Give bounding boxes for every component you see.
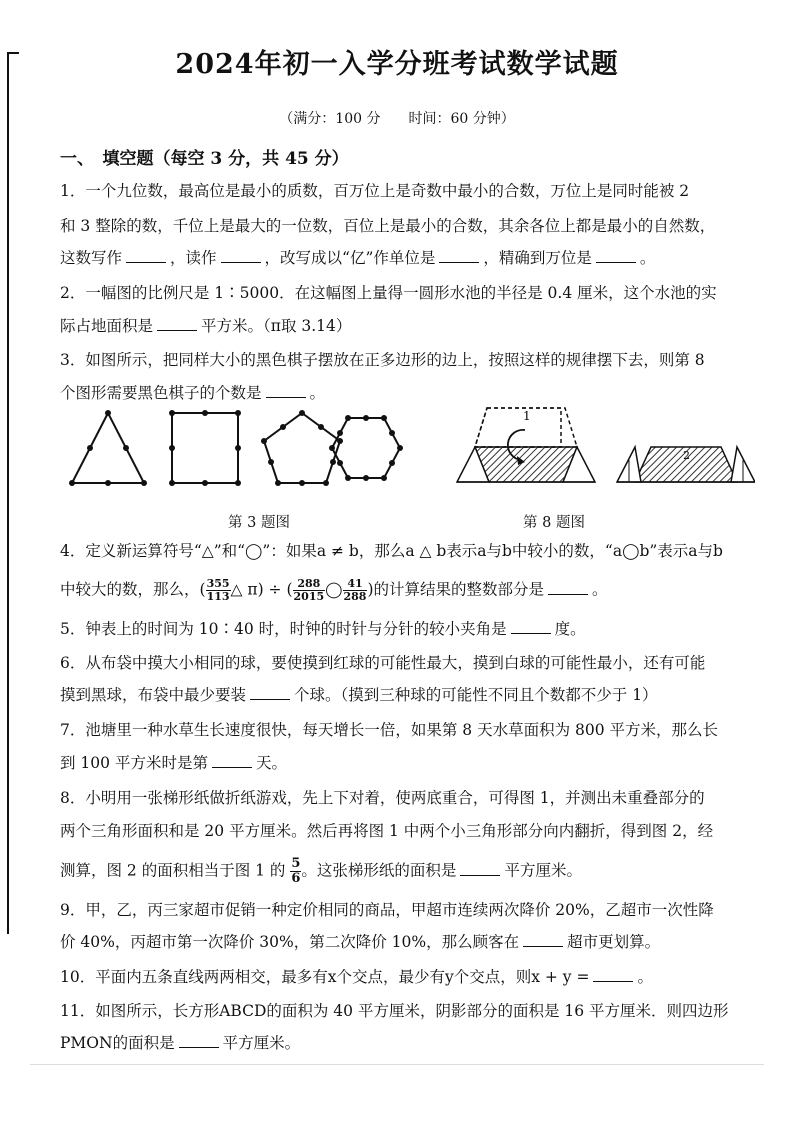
q8-line3: 测算，图 2 的面积相当于图 1 的 $\frac{5}{6}$ 。这张梯形纸的面积是 平方厘米。 — [60, 856, 582, 886]
q11-line2: PMON的面积是 平方厘米。 — [60, 1034, 301, 1052]
hexagon-shape — [332, 418, 400, 478]
q6-line2: 摸到黑球，布袋中最少要装 个球。（摸到三种球的可能性不同且个数都不少于 1） — [60, 686, 658, 704]
fraction: $\frac{5}{6}$ — [291, 856, 301, 886]
figure-label-1: 1 — [523, 409, 531, 423]
q8-line2: 两个三角形面积和是 20 平方厘米。然后再将图 1 中两个小三角形部分向内翻折，得到图 2，经 — [60, 822, 714, 840]
answer-blank[interactable] — [266, 383, 306, 398]
exam-info: （满分：100 分 时间：60 分钟） — [279, 111, 515, 127]
q2-line1: 2．一幅图的比例尺是 1∶5000．在这幅图上量得一圆形水池的半径是 0.4 厘米，这个水池的实 — [60, 284, 717, 302]
fraction: $\frac{288}{2015}$ — [293, 577, 325, 603]
answer-blank[interactable] — [221, 248, 261, 263]
answer-blank[interactable] — [460, 861, 500, 876]
binding-line — [7, 52, 9, 934]
q9-line2: 价 40%，丙超市第一次降价 30%，第二次降价 10%，那么顾客在 超市更划算。 — [60, 933, 661, 951]
answer-blank[interactable] — [250, 685, 290, 700]
answer-blank[interactable] — [126, 248, 166, 263]
answer-blank[interactable] — [157, 316, 197, 331]
answer-blank[interactable] — [439, 248, 479, 263]
q4-line2: 中较大的数，那么，( $\frac{355}{113}$ △ π) ÷ ( $\frac{288}{2015}$ ◯ $\frac{41}{288}$ )的计算结果的整数部分是 。 — [60, 577, 608, 603]
figure-3-caption: 第 3 题图 — [228, 515, 290, 531]
pentagon-shape — [264, 413, 340, 483]
q3-line2: 个图形需要黑色棋子的个数是 。 — [60, 384, 326, 402]
answer-blank[interactable] — [179, 1033, 219, 1048]
fraction: $\frac{41}{288}$ — [343, 577, 367, 603]
fraction: $\frac{355}{113}$ — [206, 577, 230, 603]
q2-line2: 际占地面积是 平方米。（π取 3.14） — [60, 317, 352, 335]
q3-line1: 3．如图所示，把同样大小的黑色棋子摆放在正多边形的边上，按照这样的规律摆下去，则第 8 — [60, 351, 705, 369]
answer-blank[interactable] — [593, 967, 633, 982]
triangle-shape — [72, 413, 144, 483]
figure-8-diagram-2 — [617, 447, 755, 482]
q6-line1: 6．从布袋中摸大小相同的球，要使摸到红球的可能性最大，摸到白球的可能性最小，还有可能 — [60, 654, 706, 672]
q7-line1: 7．池塘里一种水草生长速度很快，每天增长一倍，如果第 8 天水草面积为 800 平方米，那么长 — [60, 721, 719, 739]
answer-blank[interactable] — [212, 753, 252, 768]
q8-line1: 8．小明用一张梯形纸做折纸游戏，先上下对着，使两底重合，可得图 1，并测出未重叠部分的 — [60, 789, 705, 807]
figure-3-polygons — [60, 405, 405, 495]
answer-blank[interactable] — [511, 619, 551, 634]
q4-line1: 4．定义新运算符号“△”和“◯”：如果a ≠ b，那么a △ b表示a与b中较小的数，“a◯b”表示a与b — [60, 542, 723, 560]
figure-8-diagram-1 — [457, 408, 595, 482]
q7-line2: 到 100 平方米时是第 天。 — [60, 754, 287, 772]
answer-blank[interactable] — [523, 932, 563, 947]
figure-label-2: 2 — [683, 449, 690, 462]
q10-line: 10．平面内五条直线两两相交，最多有x个交点，最少有y个交点，则x + y = 。 — [60, 968, 653, 986]
q11-line1: 11．如图所示，长方形ABCD的面积为 40 平方厘米，阴影部分的面积是 16 平方厘米．则四边形 — [60, 1002, 729, 1020]
q5-line: 5．钟表上的时间为 10∶40 时，时钟的时针与分针的较小夹角是 度。 — [60, 620, 586, 638]
figure-8-caption: 第 8 题图 — [523, 515, 585, 531]
answer-blank[interactable] — [548, 580, 588, 595]
q1-line3: 这数写作 ，读作 ，改写成以“亿”作单位是 ，精确到万位是 。 — [60, 249, 656, 267]
page-title: 2024年初一入学分班考试数学试题 — [175, 49, 619, 80]
q1-line2: 和 3 整除的数，千位上是最大的一位数，百位上是最小的合数，其余各位上都是最小的自然数， — [60, 217, 716, 235]
square-shape — [172, 413, 238, 483]
q9-line1: 9．甲，乙，丙三家超市促销一种定价相同的商品，甲超市连续两次降价 20%，乙超市一次性降 — [60, 901, 714, 919]
page-bottom-rule — [30, 1064, 764, 1065]
figure-8-trapezoids — [455, 402, 755, 494]
q1-line1: 1．一个九位数，最高位是最小的质数，百万位上是奇数中最小的合数，万位上是同时能被 2 — [60, 182, 690, 200]
section-heading: 一、 填空题（每空 3 分，共 45 分） — [60, 149, 349, 169]
answer-blank[interactable] — [596, 248, 636, 263]
